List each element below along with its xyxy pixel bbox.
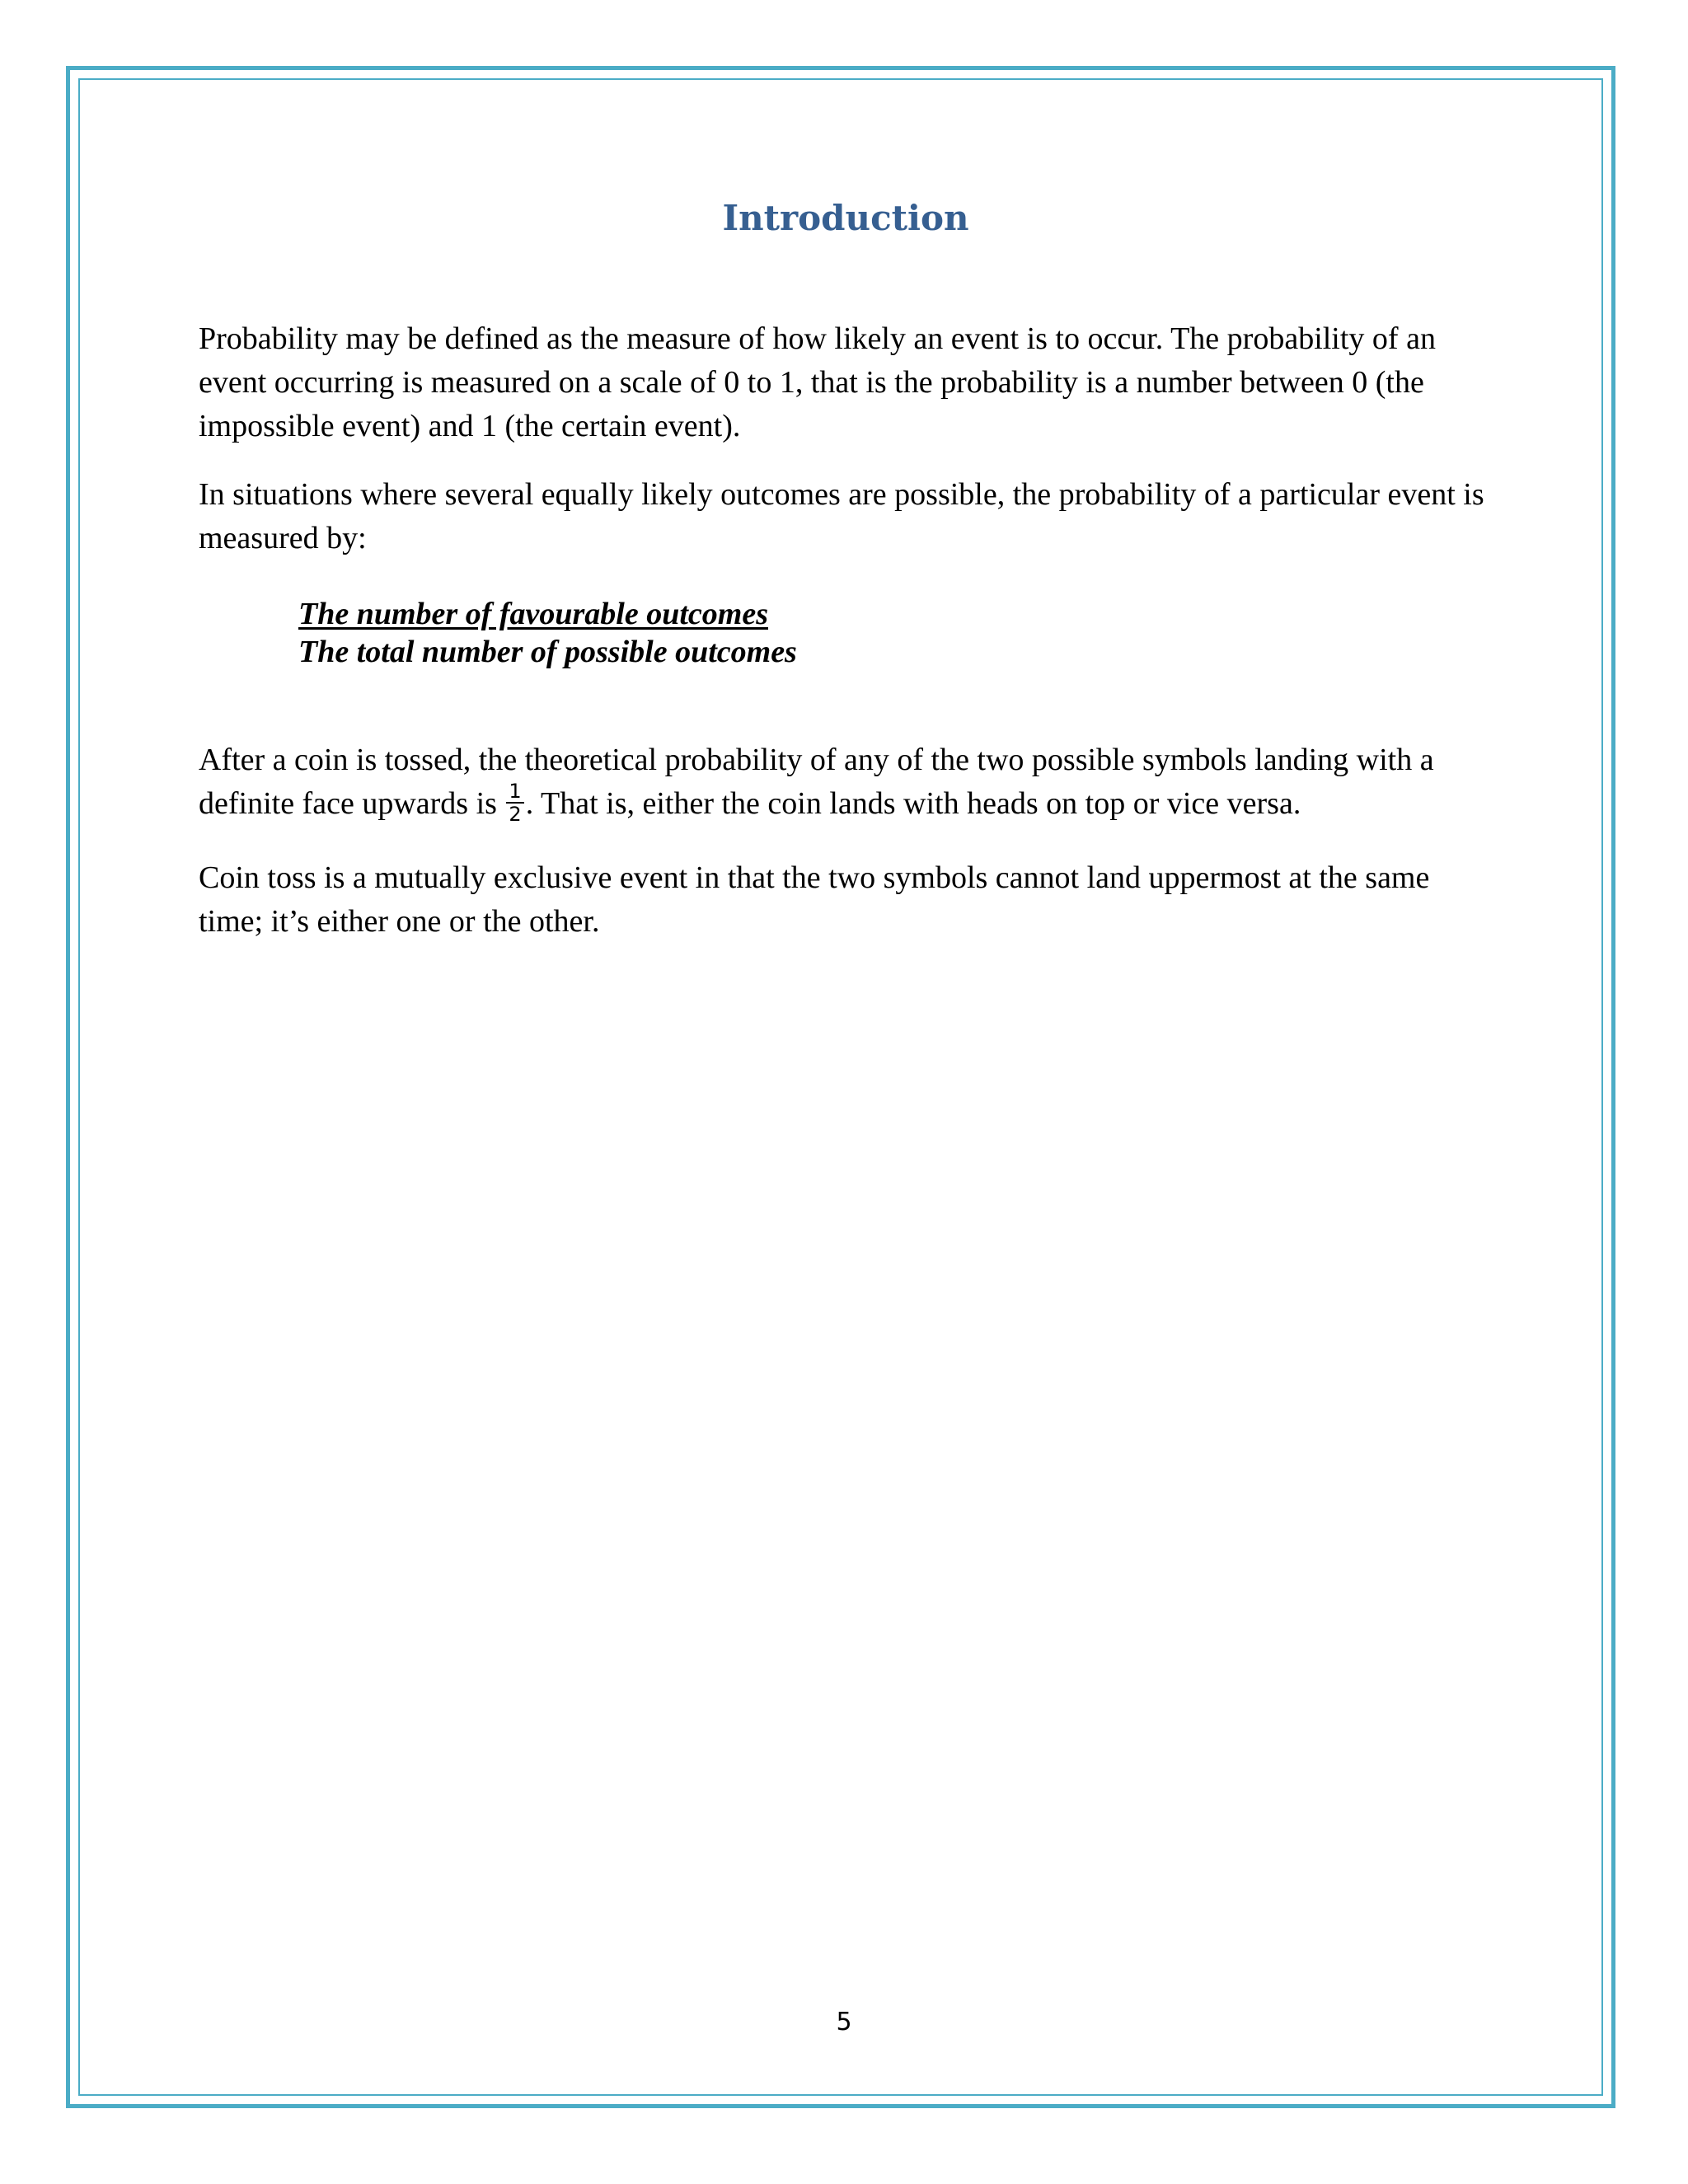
page-number: 5 (836, 2008, 852, 2036)
fraction-denominator: 2 (509, 803, 522, 827)
coin-toss-text-after: . That is, either the coin lands with heads on top or vice versa. (525, 786, 1301, 821)
paragraph-definition: Probability may be defined as the measure of how likely an event is to occur. The probability of an event occurring is measured on a scale of 0 to 1, that is the probability is a number between 0 (the impossible event) and 1 (the certain event). (199, 321, 1436, 443)
fraction-numerator: 1 (506, 780, 523, 804)
formula-numerator: The number of favourable outcomes (298, 597, 768, 631)
paragraph-mutually-exclusive: Coin toss is a mutually exclusive event in that the two symbols cannot land uppermost at the same time; it’s either one or the other. (199, 860, 1430, 940)
page-content (199, 185, 1493, 944)
page-title: Introduction (722, 198, 969, 238)
one-half-fraction (506, 780, 523, 825)
formula-denominator: The total number of possible outcomes (298, 635, 797, 669)
coin-toss-text-before: After a coin is tossed, the theoretical probability of any of the two possible symbols landing with a definite face upwards is (199, 743, 1434, 821)
paragraph-equally-likely: In situations where several equally likely outcomes are possible, the probability of a particular event is measured by: (199, 477, 1484, 555)
paragraph-coin-toss (199, 738, 1493, 828)
probability-formula (298, 595, 1493, 671)
